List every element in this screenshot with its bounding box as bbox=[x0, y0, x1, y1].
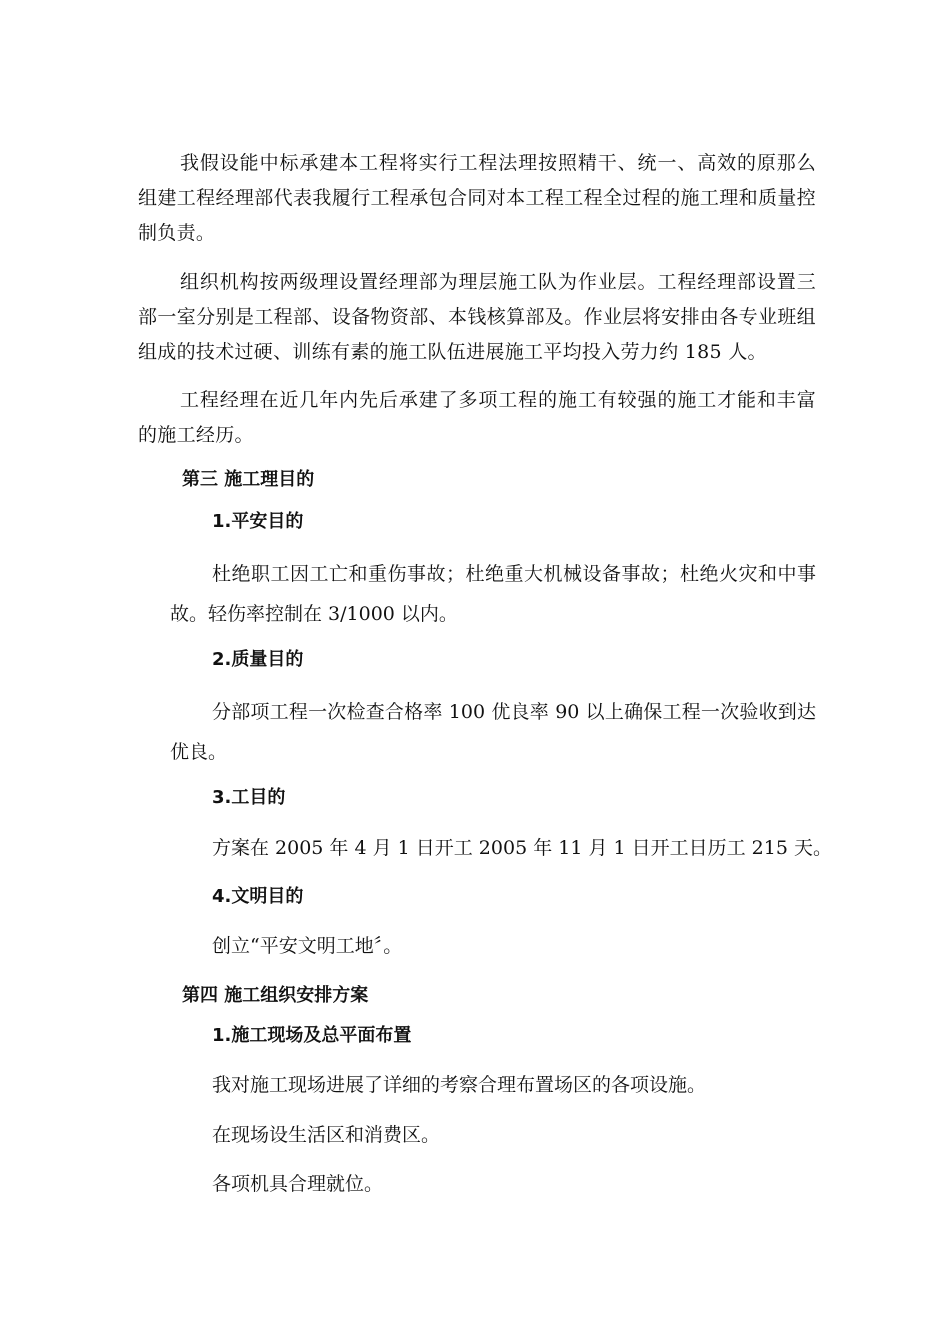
subheading-safety-goal: 1.平安目的 bbox=[212, 511, 304, 532]
paragraph-safety-goal: 杜绝职工因工亡和重伤事故；杜绝重大机械设备事故；杜绝火灾和中事故。轻伤率控制在 3/1000 以内。 bbox=[170, 563, 816, 625]
paragraph-schedule-goal: 方案在 2005 年 4 月 1 日开工 2005 年 11 月 1 日开工日历工 215 天。 bbox=[212, 837, 832, 859]
section-heading-organization-plan: 第四 施工组织安排方案 bbox=[182, 985, 369, 1006]
section-heading-management-goals: 第三 施工理目的 bbox=[182, 469, 315, 490]
subheading-site-layout: 1.施工现场及总平面布置 bbox=[212, 1025, 412, 1046]
paragraph-quality-goal: 分部项工程一次检查合格率 100 优良率 90 以上确保工程一次验收到达优良。 bbox=[170, 701, 816, 763]
site-layout-line-3: 各项机具合理就位。 bbox=[212, 1173, 384, 1195]
paragraph-organization: 组织机构按两级理设置经理部为理层施工队为作业层。工程经理部设置三部一室分别是工程部、设备物资部、本钱核算部及。作业层将安排由各专业班组组成的技术过硬、训练有素的施工队伍进展施工平均投入劳力约 185 人。 bbox=[138, 271, 816, 363]
subheading-schedule-goal: 3.工目的 bbox=[212, 787, 286, 808]
subheading-civil-goal: 4.文明目的 bbox=[212, 886, 304, 907]
paragraph-civil-goal: 创立“平安文明工地〞。 bbox=[212, 935, 403, 957]
subheading-quality-goal: 2.质量目的 bbox=[212, 649, 304, 670]
site-layout-line-2: 在现场设生活区和消费区。 bbox=[212, 1124, 441, 1146]
site-layout-line-1: 我对施工现场进展了详细的考察合理布置场区的各项设施。 bbox=[212, 1074, 707, 1096]
paragraph-project-management: 我假设能中标承建本工程将实行工程法理按照精干、统一、高效的原那么组建工程经理部代表我履行工程承包合同对本工程工程全过程的施工理和质量控制负责。 bbox=[138, 152, 816, 244]
paragraph-experience: 工程经理在近几年内先后承建了多项工程的施工有较强的施工才能和丰富的施工经历。 bbox=[138, 389, 816, 446]
